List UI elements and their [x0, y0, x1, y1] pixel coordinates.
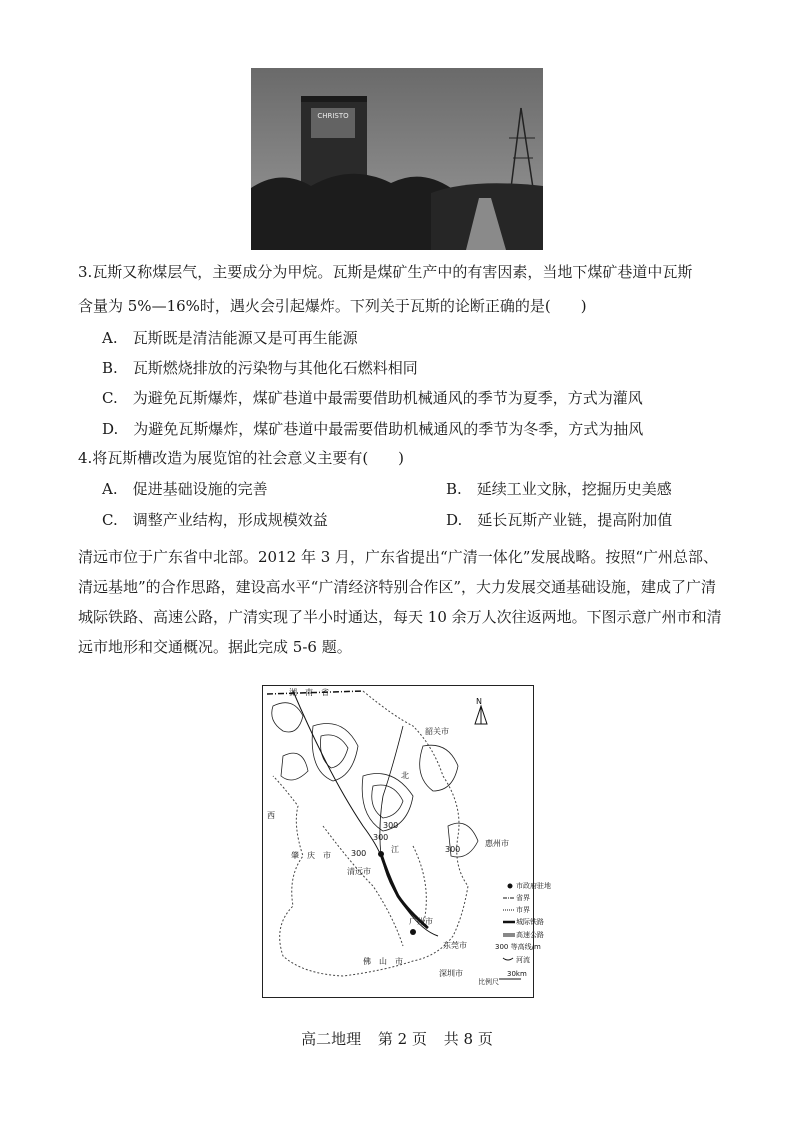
legend-province-border: 省界: [516, 894, 530, 902]
legend-scale-label: 比例尺: [478, 978, 499, 986]
contour-300-d: 300: [445, 845, 461, 854]
label-bei: 北: [401, 771, 409, 780]
photo-illustration: [251, 68, 543, 250]
question-4-option-a: A. 促进基础设施的完善: [102, 480, 268, 498]
footer-subject: 高二地理: [301, 1030, 362, 1048]
contour-300-a: 300: [373, 833, 389, 842]
photo-sign-text: CHRISTO: [317, 112, 349, 120]
question-3-option-c: C. 为避免瓦斯爆炸，煤矿巷道中最需要借助机械通风的季节为夏季，方式为灌风: [102, 389, 643, 407]
footer-total: 共 8 页: [443, 1030, 493, 1048]
question-3-line-2: 含量为 5%—16%时，遇火会引起爆炸。下列关于瓦斯的论断正确的是( ): [78, 297, 587, 315]
label-jiang: 江: [391, 845, 399, 854]
north-label: N: [476, 697, 482, 706]
legend-scale-value: 30km: [507, 970, 527, 978]
page-footer: [0, 1028, 794, 1049]
question-4-stem: 4.将瓦斯槽改造为展览馆的社会意义主要有( ): [78, 449, 405, 467]
question-4-option-d: D. 延长瓦斯产业链，提高附加值: [446, 511, 673, 529]
label-guangxi: 西: [267, 811, 275, 820]
gas-holder-photo: [251, 68, 543, 250]
reading-passage: 清远市位于广东省中北部。2012 年 3 月，广东省提出“广清一体化”发展战略。按照“广州总部、清远基地”的合作思路，建设高水平“广清经济特别合作区”，大力发展交通基础设施，建成了广清城际铁路、高速公路，广清实现了半小时通达，每天 10 余万人次往返两地。下图示意广州市和清远市地形和交通概况。据此完成 5-6 题。: [78, 548, 722, 656]
label-shenzhen: 深圳市: [439, 969, 463, 978]
qingyuan-marker: [378, 851, 384, 857]
label-huizhou: 惠州市: [485, 839, 509, 848]
legend-river: 河流: [516, 956, 530, 964]
question-3-option-a: A. 瓦斯既是清洁能源又是可再生能源: [102, 329, 358, 347]
map-legend: [478, 881, 551, 986]
legend-highway: 高速公路: [516, 931, 544, 939]
question-3-option-d: D. 为避免瓦斯爆炸，煤矿巷道中最需要借助机械通风的季节为冬季，方式为抽风: [102, 420, 644, 438]
legend-railway: 城际铁路: [516, 918, 544, 926]
north-arrow-icon: [475, 697, 487, 724]
label-guangzhou: 广州市: [409, 917, 433, 926]
label-qingyuan: 清远市: [347, 867, 371, 876]
footer-page: 第 2 页: [377, 1030, 427, 1048]
question-3-option-b: B. 瓦斯燃烧排放的污染物与其他化石燃料相同: [102, 359, 418, 377]
map-svg: [263, 686, 551, 997]
question-4-option-b: B. 延续工业文脉，挖掘历史美感: [446, 480, 672, 498]
legend-contour: 300 等高线/m: [495, 943, 541, 951]
question-3-line-1: 3.瓦斯又称煤层气，主要成分为甲烷。瓦斯是煤矿生产中的有害因素，当地下煤矿巷道中瓦斯: [78, 263, 693, 281]
legend-city-seat: 市政府驻地: [516, 882, 551, 890]
guangzhou-qingyuan-map: [262, 685, 551, 998]
contour-300-b: 300: [351, 849, 367, 858]
question-4-option-c: C. 调整产业结构，形成规模效益: [102, 511, 328, 529]
contour-300-c: 300: [383, 821, 399, 830]
label-foshan: 佛 山 市: [363, 957, 403, 966]
legend-city-border: 市界: [516, 906, 530, 914]
label-hunan: 湖 南 省: [289, 688, 329, 697]
label-zhaoqing: 肇 庆 市: [291, 851, 331, 860]
guangzhou-marker: [410, 929, 416, 935]
label-shaoguan: 韶关市: [425, 727, 449, 736]
label-dongguan: 东莞市: [443, 941, 467, 950]
